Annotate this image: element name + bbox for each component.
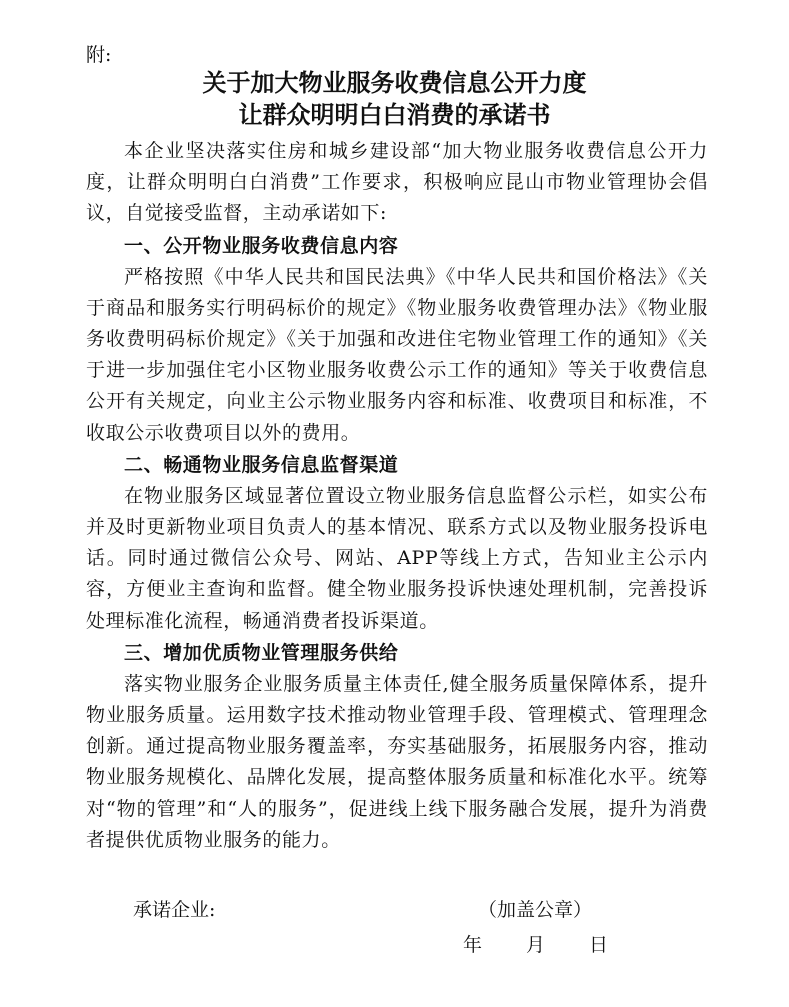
section-paragraph-2: 在物业服务区域显著位置设立物业服务信息监督公示栏，如实公布并及时更新物业项目负责人的基本情况、联系方式以及物业服务投诉电话。同时通过微信公众号、网站、APP等线上方式，告知业主公示内容，方便业主查询和监督。健全物业服务投诉快速处理机制，完善投诉处理标准化流程，畅通消费者投诉渠道。 <box>86 484 708 632</box>
date-line <box>463 930 608 957</box>
section-paragraph-3: 落实物业服务企业服务质量主体责任,健全服务质量保障体系，提升物业服务质量。运用数字技术推动物业管理手段、管理模式、管理理念创新。通过提高物业服务覆盖率，夯实基础服务，拓展服务内容，推动物业服务规模化、品牌化发展，提高整体服务质量和标准化水平。统筹对“物的管理”和“人的服务”，促进线上线下服务融合发展，提升为消费者提供优质物业服务的能力。 <box>86 672 708 851</box>
section-paragraph-1: 严格按照《中华人民共和国民法典》《中华人民共和国价格法》《关于商品和服务实行明码标价的规定》《物业服务收费管理办法》《物业服务收费明码标价规定》《关于加强和改进住宅物业管理工作的通知》《关于进一步加强住宅小区物业服务收费公示工作的通知》等关于收费信息公开有关规定，向业主公示物业服务内容和标准、收费项目和标准，不收取公示收费项目以外的费用。 <box>86 265 708 444</box>
date-year: 年 <box>463 934 483 956</box>
document-body <box>86 136 708 856</box>
attachment-label: 附: <box>86 44 112 66</box>
document-title-line2: 让群众明明白白消费的承诺书 <box>238 101 551 129</box>
signature-label: 承诺企业: <box>133 899 216 921</box>
document-title-line1: 关于加大物业服务收费信息公开力度 <box>202 69 587 97</box>
seal-note: （加盖公章） <box>478 899 593 921</box>
date-day: 日 <box>589 934 609 956</box>
section-heading-3: 三、增加优质物业管理服务供给 <box>124 641 399 664</box>
intro-paragraph: 本企业坚决落实住房和城乡建设部“加大物业服务收费信息公开力度，让群众明明白白消费”工作要求，积极响应昆山市物业管理协会倡议，自觉接受监督，主动承诺如下: <box>86 140 708 225</box>
date-month: 月 <box>526 934 546 956</box>
section-heading-2: 二、畅通物业服务信息监督渠道 <box>124 453 399 476</box>
section-heading-1: 一、公开物业服务收费信息内容 <box>124 234 399 257</box>
